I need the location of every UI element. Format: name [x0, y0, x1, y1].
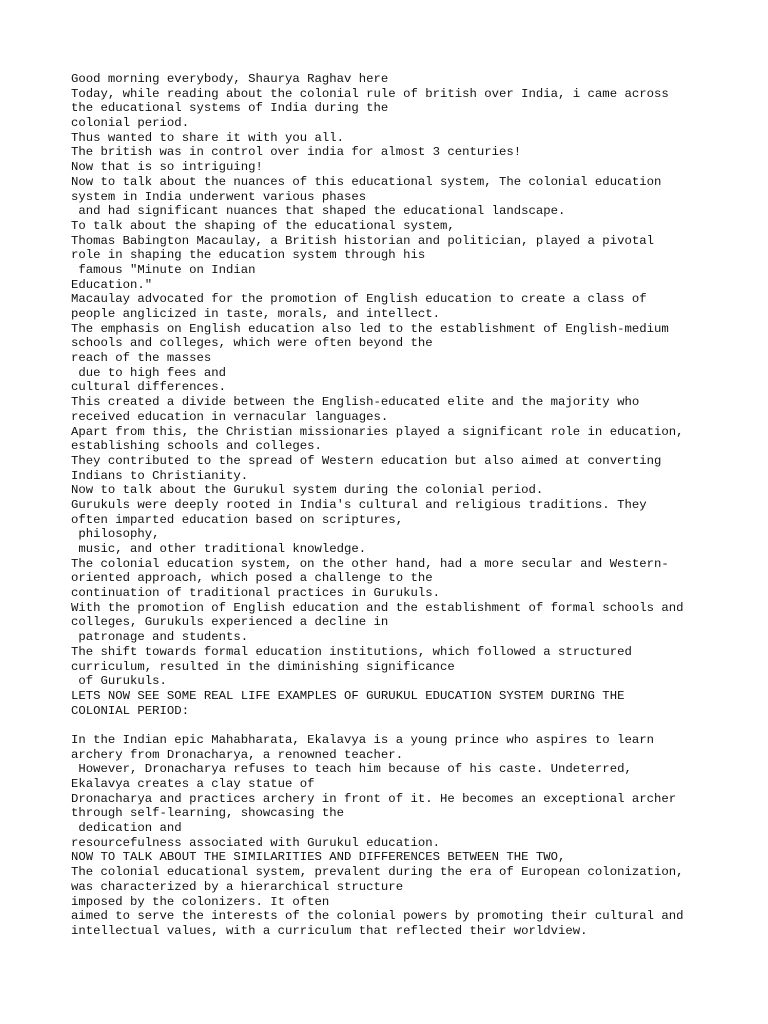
- text-line: NOW TO TALK ABOUT THE SIMILARITIES AND DIFFERENCES BETWEEN THE TWO,: [71, 850, 566, 865]
- text-line: Apart from this, the Christian missionaries played a significant role in education,: [71, 424, 684, 439]
- text-line: The shift towards formal education institutions, which followed a structured: [71, 644, 632, 659]
- text-line: [71, 718, 731, 733]
- text-line: The british was in control over india for almost 3 centuries!: [71, 145, 522, 160]
- text-line: Now to talk about the Gurukul system during the colonial period.: [71, 483, 544, 498]
- text-line: people anglicized in taste, morals, and intellect.: [71, 307, 440, 321]
- text-line: dedication and: [71, 821, 182, 836]
- text-line: philosophy,: [71, 527, 160, 542]
- text-line: Thus wanted to share it with you all.: [71, 130, 345, 145]
- text-line: system in India underwent various phases: [71, 189, 367, 204]
- text-line: cultural differences.: [71, 380, 226, 395]
- text-line: imposed by the colonizers. It often: [71, 894, 330, 909]
- text-line: However, Dronacharya refuses to teach him because of his caste. Undeterred,: [71, 762, 632, 777]
- text-line: Indians to Christianity.: [71, 468, 249, 483]
- text-line: colonial period.: [71, 116, 190, 131]
- text-line: Good morning everybody, Shaurya Raghav here: [71, 72, 389, 86]
- text-line: oriented approach, which posed a challenge to the: [71, 571, 433, 586]
- text-line: The emphasis on English education also led to the establishment of English-medium: [71, 321, 669, 336]
- text-line: aimed to serve the interests of the colonial powers by promoting their cultural and: [71, 909, 684, 924]
- text-line: In the Indian epic Mahabharata, Ekalavya is a young prince who aspires to learn: [71, 732, 654, 747]
- text-line: patronage and students.: [71, 630, 249, 645]
- text-line: due to high fees and: [71, 365, 226, 380]
- text-line: Now to talk about the nuances of this educational system, The colonial education: [71, 174, 662, 189]
- text-line: COLONIAL PERIOD:: [71, 703, 190, 718]
- text-line: resourcefulness associated with Gurukul education.: [71, 835, 440, 850]
- text-line: colleges, Gurukuls experienced a decline in: [71, 615, 389, 630]
- text-line: through self-learning, showcasing the: [71, 806, 345, 821]
- text-line: famous "Minute on Indian: [71, 262, 256, 277]
- text-line: Thomas Babington Macaulay, a British historian and politician, played a pivotal: [71, 233, 654, 248]
- text-line: role in shaping the education system through his: [71, 248, 426, 263]
- text-line: This created a divide between the English-educated elite and the majority who: [71, 395, 640, 410]
- text-line: The colonial education system, on the other hand, had a more secular and Western-: [71, 556, 669, 571]
- text-line: and had significant nuances that shaped the educational landscape.: [71, 204, 566, 219]
- text-line: establishing schools and colleges.: [71, 439, 322, 454]
- text-line: often imparted education based on scriptures,: [71, 512, 404, 527]
- text-line: Ekalavya creates a clay statue of: [71, 777, 315, 791]
- text-line: of Gurukuls.: [71, 674, 167, 689]
- text-line: Gurukuls were deeply rooted in India's cultural and religious traditions. They: [71, 497, 647, 512]
- text-line: To talk about the shaping of the educational system,: [71, 218, 455, 233]
- text-line: was characterized by a hierarchical structure: [71, 879, 404, 894]
- text-line: received education in vernacular languages.: [71, 409, 389, 424]
- document-page: [71, 72, 731, 939]
- text-line: schools and colleges, which were often beyond the: [71, 336, 433, 351]
- text-line: Now that is so intriguing!: [71, 160, 263, 175]
- text-line: reach of the masses: [71, 351, 212, 366]
- text-line: Today, while reading about the colonial rule of british over India, i came across: [71, 86, 669, 101]
- text-line: continuation of traditional practices in Gurukuls.: [71, 586, 440, 601]
- text-line: The colonial educational system, prevalent during the era of European colonization,: [71, 865, 684, 880]
- text-line: Education.": [71, 277, 153, 292]
- text-line: They contributed to the spread of Western education but also aimed at converting: [71, 453, 662, 468]
- text-line: intellectual values, with a curriculum that reflected their worldview.: [71, 923, 588, 938]
- text-line: curriculum, resulted in the diminishing significance: [71, 659, 455, 674]
- text-line: the educational systems of India during the: [71, 101, 389, 116]
- text-line: Macaulay advocated for the promotion of English education to create a class of: [71, 292, 647, 307]
- text-line: Dronacharya and practices archery in front of it. He becomes an exceptional archer: [71, 791, 677, 806]
- text-line: LETS NOW SEE SOME REAL LIFE EXAMPLES OF GURUKUL EDUCATION SYSTEM DURING THE: [71, 688, 625, 703]
- text-line: archery from Dronacharya, a renowned teacher.: [71, 747, 404, 762]
- text-line: music, and other traditional knowledge.: [71, 542, 367, 556]
- text-line: With the promotion of English education and the establishment of formal schools and: [71, 600, 684, 615]
